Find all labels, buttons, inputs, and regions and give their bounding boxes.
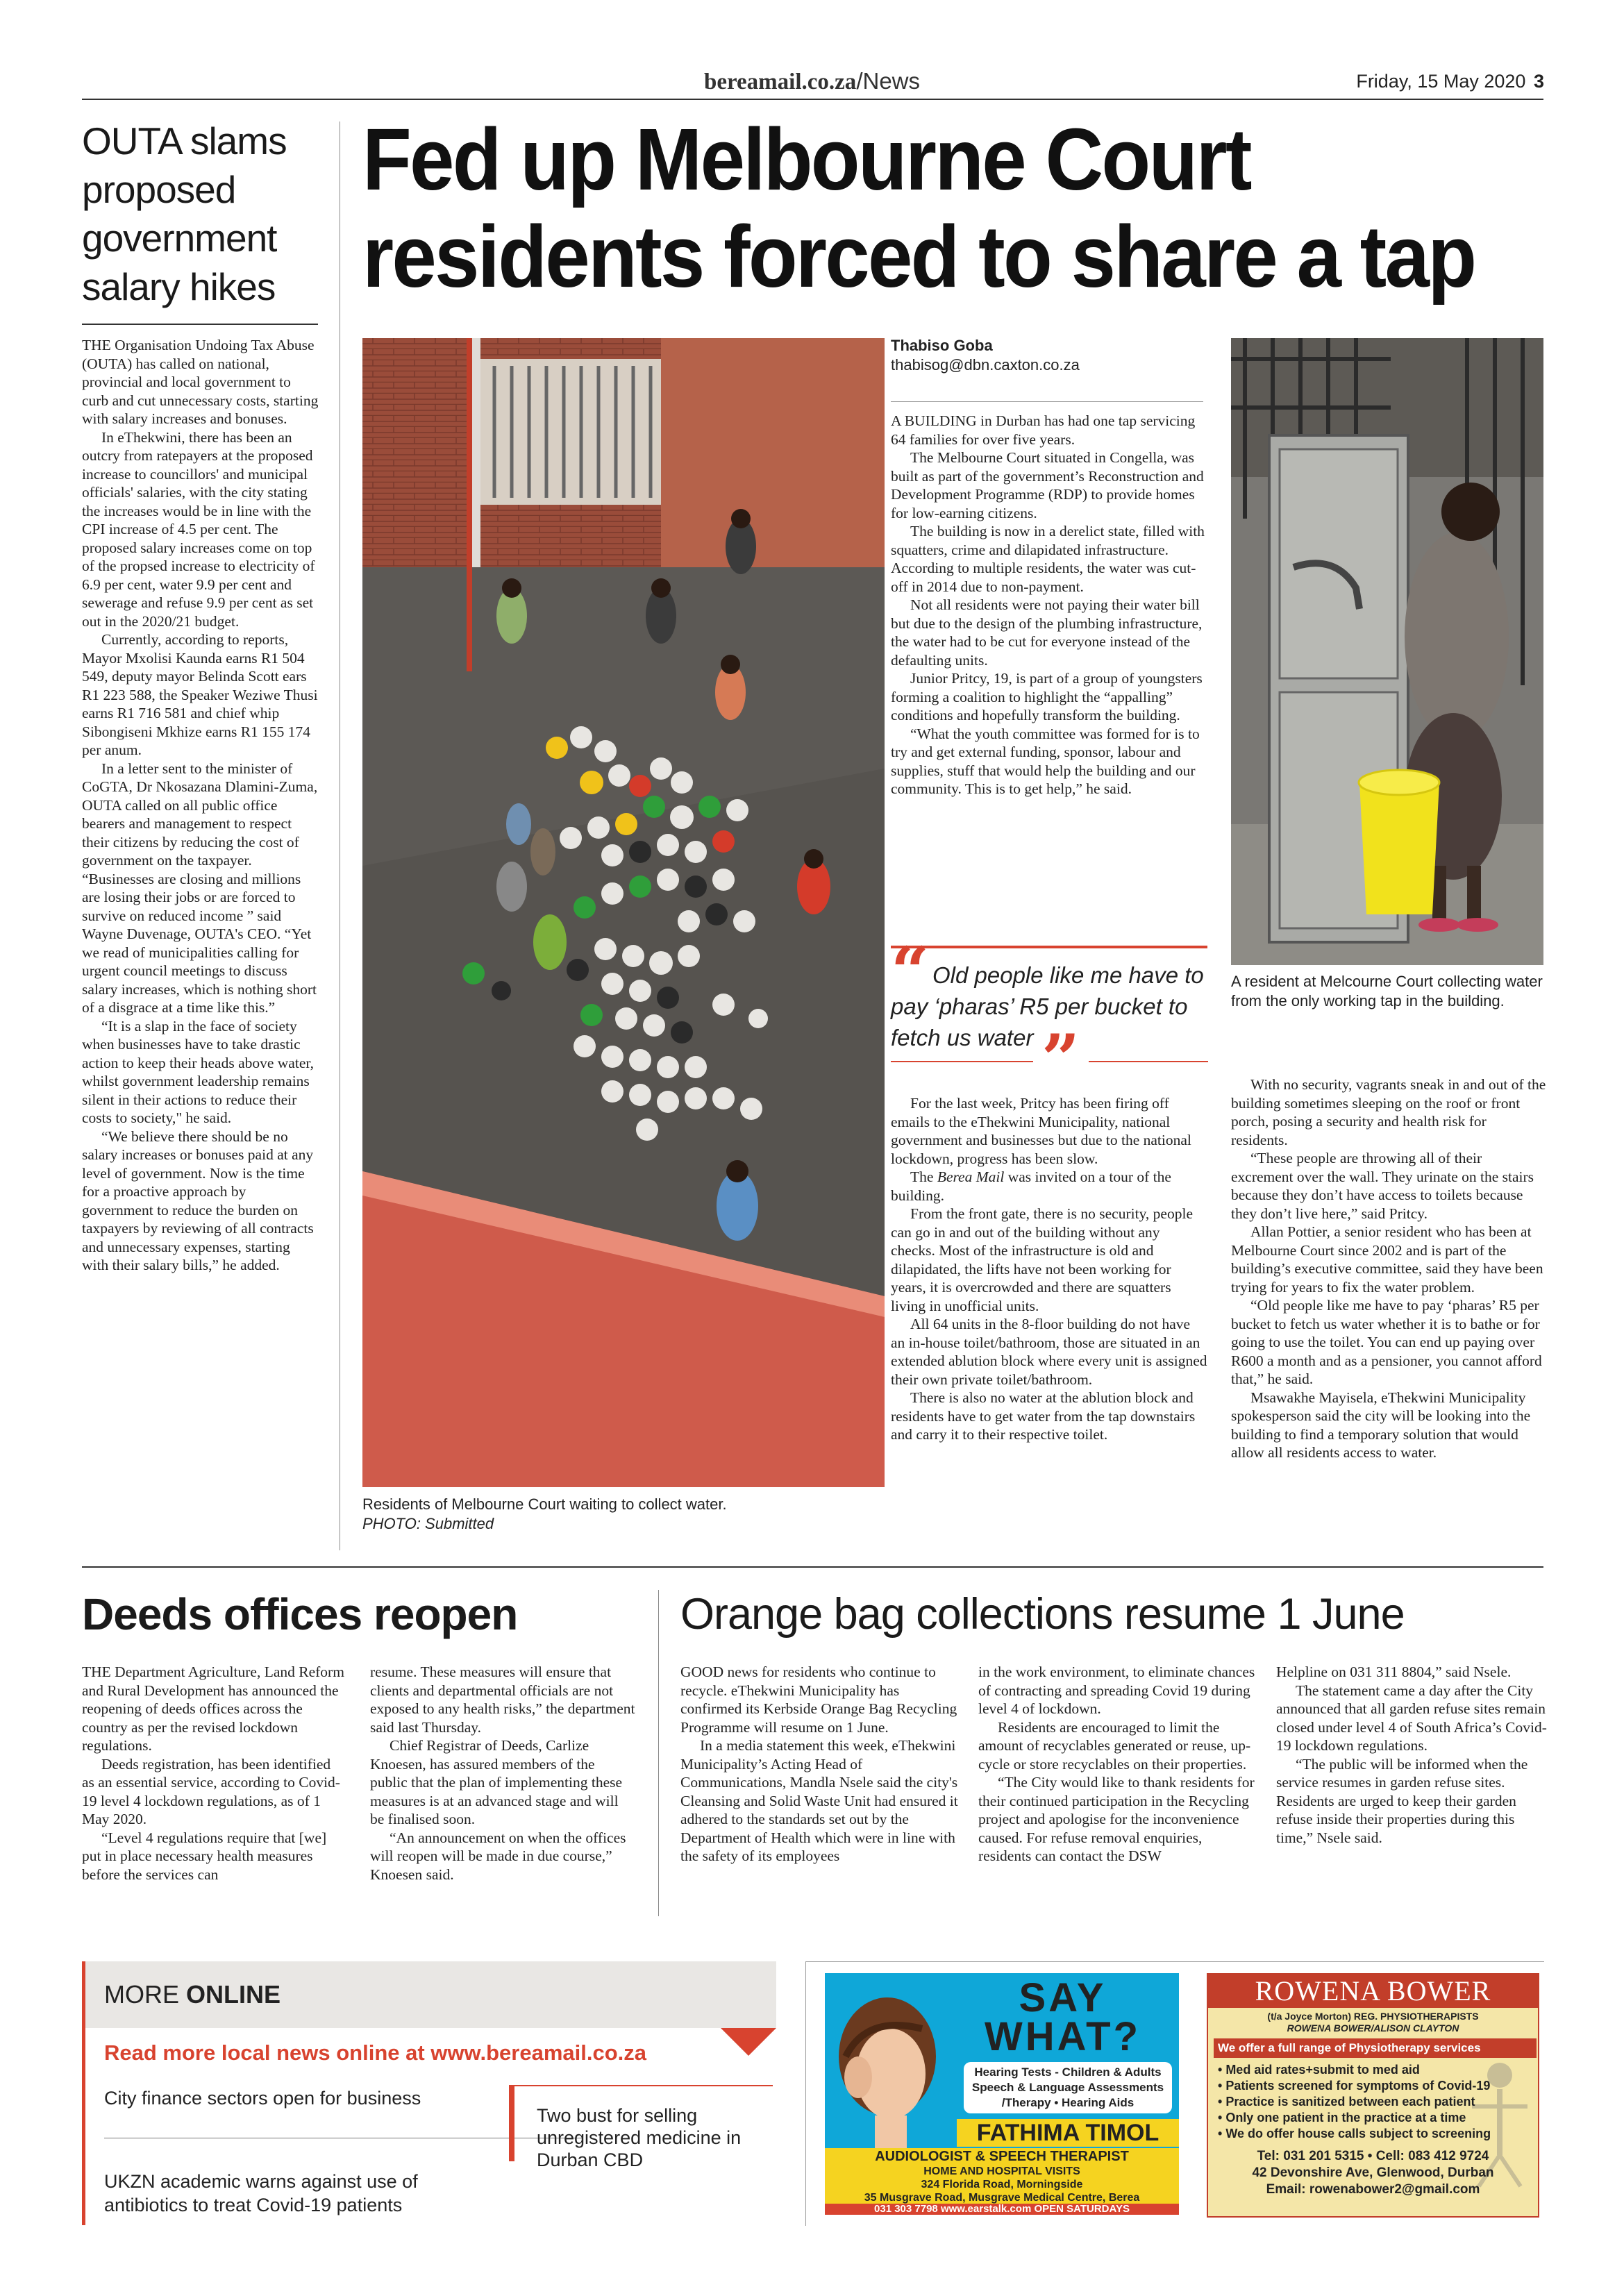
paragraph: “An announcement on when the offices will reopen will be made in due course,” Knoesen said. (370, 1829, 626, 1883)
bullet-item: • We do offer house calls subject to screening (1218, 2127, 1491, 2140)
paragraph: in the work environment, to eliminate chances of contracting and spreading Covid 19 during level 4 of lockdown. (978, 1664, 1255, 1717)
online-item-2-frame (509, 2085, 514, 2161)
deeds-col1 (82, 1663, 346, 1884)
ad-address1: 324 Florida Road, Morningside (921, 2179, 1083, 2190)
ad-rowena-sub1: (t/a Joyce Morton) REG. PHYSIOTHERAPISTS (1267, 2011, 1479, 2022)
ad-rowena-sub (1208, 2011, 1538, 2034)
paragraph: “We believe there should be no salary increases or bonuses paid at any level of government. Now is the time for a proactive approach by government to reduce the burden on taxpayers by reviewing of all contracts and unnecessary expenses, starting with their salary bills,” he added. (82, 1128, 314, 1273)
text: The (910, 1168, 937, 1185)
paragraph: A BUILDING in Durban has had one tap servicing 64 families for over five years. (891, 412, 1196, 448)
paragraph: All 64 units in the 8-floor building do not have an in-house toilet/bathroom, those are situated in an extended ablution block where every unit is assigned their own private toilet/bathroom. (891, 1316, 1207, 1388)
paragraph: “These people are throwing all of their excrement over the wall. They urinate on the stairs because they don’t have access to toilets because they don’t live here,” said Pritcy. (1231, 1150, 1534, 1222)
outa-headline: OUTA slams proposed government salary hikes (82, 119, 287, 308)
ad-rowena-contact (1208, 2148, 1538, 2198)
headline-line-1: Fed up Melbourne Court (362, 110, 1250, 208)
date-text: Friday, 15 May 2020 (1356, 71, 1526, 92)
ad-profession: AUDIOLOGIST & SPEECH THERAPIST (825, 2148, 1179, 2165)
byline-rule (891, 401, 1203, 402)
open-quote-icon: “ (891, 932, 930, 1011)
paragraph: For the last week, Pritcy has been firing off emails to the eThekwini Municipality, national government and businesses but due to the national lockdown, progress has been slow. (891, 1095, 1191, 1167)
deeds-headline: Deeds offices reopen (82, 1589, 518, 1639)
more-label: MORE (104, 1980, 187, 2009)
pullquote-bottom-rule-2 (1089, 1061, 1208, 1062)
paragraph: The statement came a day after the City announced that all garden refuse sites remain closed under level 4 of South Africa’s Covid-19 lockdown regulations. (1276, 1682, 1547, 1754)
paragraph: “Level 4 regulations require that [we] put in place necessary health measures before the services can (82, 1829, 327, 1883)
paragraph: Deeds registration, has been identified as an essential service, according to Covid-19 level 4 lockdown regulations, as of 1 May 2020. (82, 1755, 340, 1827)
paragraph: “The public will be informed when the service resumes in garden refuse sites. Residents are urged to keep their garden refuse inside their properties during this time,” Nsele said. (1276, 1755, 1528, 1846)
paragraph: THE Organisation Undoing Tax Abuse (OUTA) has called on national, provincial and local government to curb and cut unnecessary costs, starting with salary increases and bonuses. (82, 337, 319, 427)
paragraph: “What the youth committee was formed for is to try and get external funding, sponsor, labour and supplies, stuff that would help the building and our community. This is to get help,” he said. (891, 725, 1200, 797)
online-item[interactable]: City finance sectors open for business (104, 2088, 421, 2109)
outa-headline-rule (82, 324, 318, 325)
photo2-caption: A resident at Melcourne Court collecting water from the only working tap in the building. (1231, 973, 1543, 1009)
section-divider (82, 1566, 1543, 1568)
bullet-text: Practice is sanitized between each patient (1225, 2095, 1475, 2109)
paragraph: The Melbourne Court situated in Congella, was built as part of the government’s Reconstruction and Development Programme (RDP) to provide homes for low-earning citizens. (891, 449, 1204, 521)
paragraph: In a media statement this week, eThekwini Municipality’s Acting Head of Communications, Mandla Nsele said the city's Cleansing and Solid Waste Unit had ensured it adhered to the standards set out by the Department of Health which were in line with the safety of its employees (680, 1737, 958, 1864)
paragraph: Currently, according to reports, Mayor Mxolisi Kaunda earns R1 504 549, deputy mayor Belinda Scott ears R1 223 588, the Speaker Weziwe Thusi earns R1 716 581 and chief whip Sibongiseni Mkhize earns R1 155 174 per anum. (82, 631, 318, 758)
paragraph: Junior Pritcy, 19, is part of a group of youngsters forming a coalition to highlight the “appalling” conditions and hopefully transform the building. (891, 670, 1203, 723)
photo1-caption-text: Residents of Melbourne Court waiting to collect water. (362, 1495, 727, 1513)
ad-say-what (825, 1973, 1179, 2215)
photo1-caption (362, 1495, 890, 1534)
more-online-link[interactable]: Read more local news online at www.bereamail.co.za (104, 2041, 646, 2065)
pullquote-bottom-rule (891, 1061, 1033, 1062)
online-label: ONLINE (186, 1980, 281, 2009)
paragraph: “Old people like me have to pay ‘pharas’ R5 per bucket to fetch us water whether it is to bathe or for going to use the toilet. You can end up paying over R600 a month and as a pensioner, you cannot afford that,” he said. (1231, 1297, 1542, 1387)
page-date (1356, 69, 1544, 93)
online-item[interactable]: Two bust for selling unregistered medicine in Durban CBD (537, 2105, 742, 2170)
text: was invited on a tour of the building. (891, 1168, 1171, 1204)
paragraph: GOOD news for residents who continue to recycle. eThekwini Municipality has confirmed its Kerbside Orange Bag Recycling Programme will resume on 1 June. (680, 1664, 957, 1736)
main-col2-body (1231, 1075, 1546, 1462)
online-item-2-frame-top (509, 2085, 773, 2086)
byline-name: Thabiso Goba (891, 337, 993, 354)
red-triangle-icon (721, 2028, 776, 2056)
paragraph: The building is now in a derelict state, filled with squatters, crime and dilapidated infrastructure. According to multiple residents, the water was cut-off in 2014 due to non-payment. (891, 523, 1205, 595)
paragraph: There is also no water at the ablution block and residents have to get water from the tap downstairs and carry it to their respective toilet. (891, 1389, 1196, 1443)
pullquote-top-rule (891, 946, 1207, 948)
ad-rowena-address: 42 Devonshire Ave, Glenwood, Durban (1252, 2165, 1494, 2180)
paragraph: “It is a slap in the face of society when businesses have to take drastic action to keep their heads above water, whilst government leadership remains silent in their actions to reduce their costs to society," he said. (82, 1017, 315, 1126)
paragraph: THE Department Agriculture, Land Reform and Rural Development has announced the reopening of deeds offices across the country as per the revised lockdown regulations. (82, 1664, 344, 1754)
paragraph: Chief Registrar of Deeds, Carlize Knoesen, has assured members of the public that the plan of implementing these measures is at an advanced stage and will be finalised soon. (370, 1737, 623, 1827)
ad-title-line2: WHAT? (984, 2014, 1141, 2059)
bullet-text: We do offer house calls subject to screening (1225, 2127, 1491, 2140)
aerial-photo (362, 338, 885, 1487)
ad-rowena (1207, 1973, 1539, 2218)
more-online-left-bar (82, 1961, 85, 2225)
column-divider (658, 1590, 659, 1916)
orange-col2 (978, 1663, 1256, 1866)
pull-quote: Old people like me have to pay ‘pharas’ R5 per bucket to fetch us water (891, 962, 1204, 1050)
ad-footer: 031 303 7798 www.earstalk.com OPEN SATURDAYS (825, 2204, 1179, 2215)
bullet-item: • Practice is sanitized between each patient (1218, 2095, 1475, 2109)
bullet-item: • Patients screened for symptoms of Covid-19 (1218, 2079, 1491, 2093)
outa-body (82, 336, 319, 1275)
ad-service-3: /Therapy • Hearing Aids (1001, 2096, 1135, 2109)
headline-line-2: residents forced to share a tap (362, 208, 1475, 305)
ad-service-1: Hearing Tests - Children & Adults (974, 2065, 1162, 2079)
online-item[interactable]: UKZN academic warns against use of antibiotics to treat Covid-19 patients (104, 2171, 418, 2215)
ad-rowena-banner: We offer a full range of Physiotherapy services (1214, 2038, 1537, 2058)
close-quote-icon: ” (1041, 1020, 1080, 1098)
paragraph: Helpline on 031 311 8804,” said Nsele. (1276, 1664, 1512, 1680)
ad-visits: HOME AND HOSPITAL VISITS (923, 2165, 1080, 2177)
aerial-photo-illustration (362, 338, 885, 1487)
more-online-title (104, 1979, 281, 2010)
main-col1-body (891, 412, 1207, 798)
ad-title-line1: SAY (1019, 1975, 1107, 2020)
ad-rowena-email: Email: rowenabower2@gmail.com (1266, 2182, 1480, 2197)
ad-rowena-tel: Tel: 031 201 5315 • Cell: 083 412 9724 (1257, 2149, 1489, 2163)
orange-headline: Orange bag collections resume 1 June (680, 1590, 1405, 1639)
byline-email: thabisog@dbn.caxton.co.za (891, 356, 1080, 374)
ad-say-what-title (950, 1975, 1175, 2059)
paragraph: With no security, vagrants sneak in and out of the building sometimes sleeping on the roof or front porch, posing a security and health risk for residents. (1231, 1076, 1546, 1148)
paragraph: Not all residents were not paying their water bill but due to the design of the plumbing infrastructure, the water had to be cut for everyone instead of the defaulting units. (891, 596, 1203, 669)
orange-col3 (1276, 1663, 1548, 1847)
ad-rowena-sub2: ROWENA BOWER/ALISON CLAYTON (1287, 2022, 1459, 2034)
paragraph: Msawakhe Mayisela, eThekwini Municipality spokesperson said the city will be looking into the building to find a temporary solution that would allow all residents access to water. (1231, 1389, 1531, 1461)
ad-service-2: Speech & Language Assessments (971, 2081, 1164, 2094)
bullet-text: Only one patient in the practice at a time (1225, 2111, 1466, 2125)
bullet-text: Med aid rates+submit to med aid (1225, 2063, 1420, 2077)
bullet-text: Patients screened for symptoms of Covid-19 (1225, 2079, 1491, 2093)
tap-photo (1231, 338, 1543, 965)
ad-services (964, 2062, 1172, 2113)
tap-photo-illustration (1231, 338, 1543, 965)
page-number: 3 (1533, 71, 1544, 92)
bullet-item: • Only one patient in the practice at a time (1218, 2111, 1466, 2125)
paragraph: In eThekwini, there has been an outcry from ratepayers at the proposed increase to councillors' and municipal officials' salaries, with the city stating the increases would be in line with the CPI increase of 4.5 per cent. The proposed salary increases come on top of the propsed increase to electricity of 6.9 per cent, water 9.9 per cent and sewerage and refuse 9.9 per cent as set out in the 2020/21 budget. (82, 428, 315, 630)
orange-col1 (680, 1663, 958, 1866)
paragraph: From the front gate, there is no security, people can go in and out of the building without any checks. Most of the infrastructure is old and dilapidated, the lifts have not been working for years, it is overcrowded and there are squatters living in unofficial units. (891, 1205, 1193, 1314)
paragraph: In a letter sent to the minister of CoGTA, Dr Nkosazana Dlamini-Zuma, OUTA called on all public office bearers and management to respect their citizens by reducing the cost of government on the taxpayer. “Businesses are closing and millions are losing their jobs or are forced to survive on reduced income ” said Wayne Duvenage, OUTA's CEO. “Yet we read of municipalities calling for urgent council meetings to discuss salary increases, which is nothing short of a disgrace at a time like this.” (82, 760, 318, 1016)
section-name: /News (856, 68, 920, 94)
ad-rowena-bullets (1218, 2062, 1523, 2142)
site-name: bereamail.co.za (703, 69, 857, 94)
more-online-box (82, 1961, 776, 2225)
paragraph: resume. These measures will ensure that clients and departmental officials are not exposed to any health risks,” the department said last Thursday. (370, 1664, 635, 1736)
ad-contact-block (825, 2165, 1179, 2204)
paragraph: Allan Pottier, a senior resident who has been at Melbourne Court since 2002 and is part of the building’s executive committee, said they have been trying for years to fix the water problem. (1231, 1223, 1543, 1296)
paragraph: “The City would like to thank residents for their continued participation in the Recycling project and apologise for the inconvenience caused. For refuse removal enquiries, residents can contact the DSW (978, 1774, 1255, 1864)
ad-rowena-title: ROWENA BOWER (1208, 1975, 1538, 2008)
paragraph: Residents are encouraged to limit the amount of recyclables generated or reuse, up-cycle or store recyclables on their properties. (978, 1718, 1251, 1773)
byline (891, 336, 1217, 375)
main-headline (362, 110, 1475, 305)
deeds-col2 (370, 1663, 635, 1884)
ad-name: FATHIMA TIMOL (957, 2119, 1179, 2147)
main-col1b-body (891, 1094, 1207, 1444)
ad-address2: 35 Musgrave Road, Musgrave Medical Centre, Berea (864, 2192, 1140, 2204)
paragraph (891, 1168, 1207, 1205)
photo1-credit: PHOTO: Submitted (362, 1515, 494, 1532)
publication-name: Berea Mail (937, 1168, 1005, 1185)
header-rule (82, 99, 1543, 100)
bullet-item: • Med aid rates+submit to med aid (1218, 2063, 1420, 2077)
